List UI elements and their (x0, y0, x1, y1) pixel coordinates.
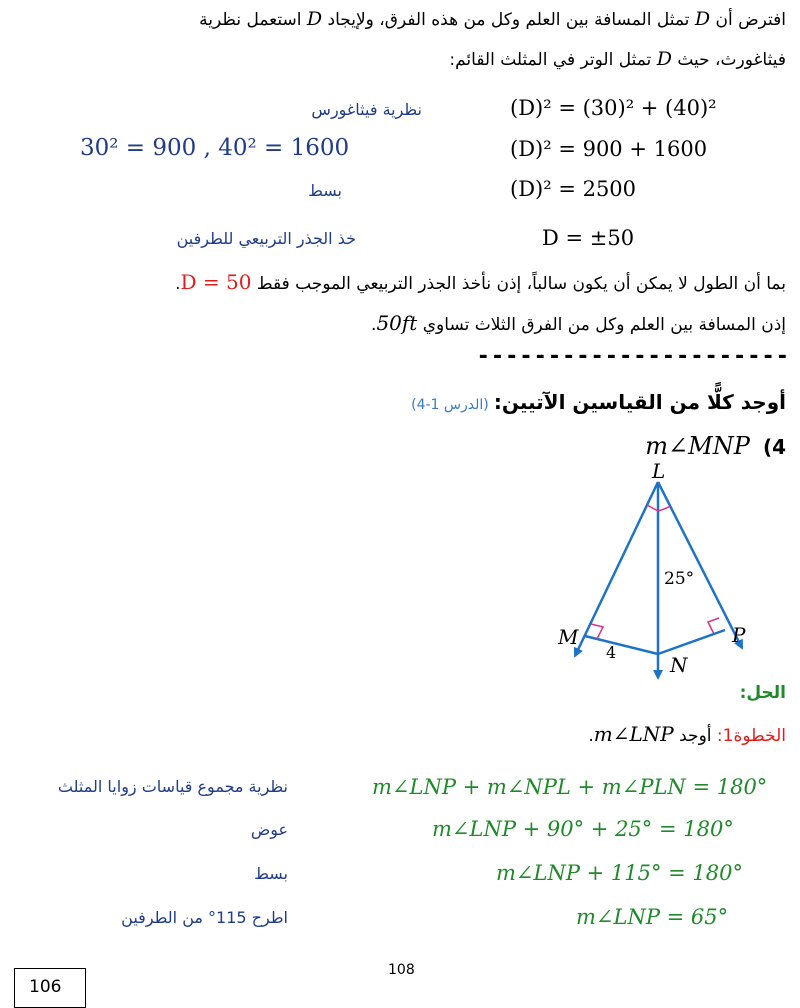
angle-note-3: بسط (254, 864, 288, 883)
equation-step-4: D = ±50 (542, 226, 635, 250)
step-note-4: خذ الجذر التربيعي للطرفين (176, 229, 356, 248)
angle-note-4: اطرح 115° من الطرفين (121, 908, 288, 927)
intro-line-1 (10, 8, 786, 30)
intro-text: استعمل نظرية (199, 10, 307, 30)
item-expression: m∠MNP (645, 432, 750, 460)
step-label: الخطوة1: (716, 726, 786, 746)
vertex-label-n: N (670, 653, 688, 677)
result-equation: D = 50 (180, 270, 252, 294)
variable-d: D (306, 8, 323, 30)
equation-step-3: (D)² = 2500 (510, 177, 637, 201)
equation-step-1: (D)² = (30)² + (40)² (510, 96, 717, 120)
book-page-box: 106 (14, 968, 86, 1008)
angle-note-1: نظرية مجموع قياسات زوايا المثلث (57, 777, 288, 796)
conclusion-line-2 (10, 311, 786, 335)
angle-equation-1: m∠LNP + m∠NPL + m∠PLN = 180° (372, 775, 768, 799)
variable-d: D (656, 48, 672, 70)
distance-value: 50ft (376, 311, 418, 335)
angle-arc-right (658, 506, 670, 511)
step-note-1: نظرية فيثاغورس (311, 100, 422, 119)
vertex-label-p: P (732, 623, 746, 647)
step-note-2: 30² = 900 , 40² = 1600 (80, 135, 350, 161)
angle-equation-3: m∠LNP + 115° = 180° (496, 861, 744, 885)
intro-text: افترض أن (710, 10, 786, 30)
side-label: 4 (606, 643, 617, 662)
question-header (411, 390, 786, 414)
intro-text: تمثل الوتر في المثلث القائم: (449, 50, 657, 70)
conclusion-line-1 (10, 270, 786, 294)
period: . (588, 726, 594, 746)
segment-mn (585, 636, 658, 654)
conclusion-text: إذن المسافة بين العلم وكل من الفرق الثلاث تساوي (417, 315, 786, 335)
question-item (645, 432, 786, 460)
angle-label: 25° (664, 569, 695, 589)
triangle-figure (540, 462, 780, 692)
equation-step-2: (D)² = 900 + 1600 (510, 137, 708, 161)
intro-text: تمثل المسافة بين العلم وكل من هذه الفرق، ولإيجاد (322, 10, 695, 30)
lesson-reference: (الدرس 1-4) (411, 397, 489, 413)
period: . (371, 315, 377, 335)
page-number: 108 (388, 962, 415, 978)
step-expression: m∠LNP (593, 722, 674, 746)
ray-lp (658, 482, 742, 648)
separator-line: ---------------------- (476, 344, 790, 369)
angle-equation-2: m∠LNP + 90° + 25° = 180° (432, 817, 734, 841)
angle-note-2: عوض (250, 820, 288, 839)
variable-d: D (694, 8, 711, 30)
step-text: أوجد (673, 726, 717, 746)
solution-step-line (588, 722, 786, 746)
intro-text: فيثاغورث، حيث (671, 50, 786, 70)
conclusion-text: بما أن الطول لا يمكن أن يكون سالباً، إذن نأخذ الجذر التربيعي الموجب فقط (251, 274, 786, 294)
period: . (175, 274, 181, 294)
vertex-label-l: L (652, 462, 666, 483)
step-note-3: بسط (308, 181, 342, 200)
solution-label: الحل: (739, 683, 786, 703)
intro-line-2 (10, 48, 786, 70)
question-title: أوجد كلًّا من القياسين الآتيين: (493, 390, 786, 414)
angle-arc-left (647, 505, 658, 511)
item-number: (4 (762, 435, 786, 459)
vertex-label-m: M (558, 625, 579, 649)
angle-equation-4: m∠LNP = 65° (576, 905, 729, 929)
ray-lm (575, 482, 658, 656)
segment-np (658, 630, 725, 654)
